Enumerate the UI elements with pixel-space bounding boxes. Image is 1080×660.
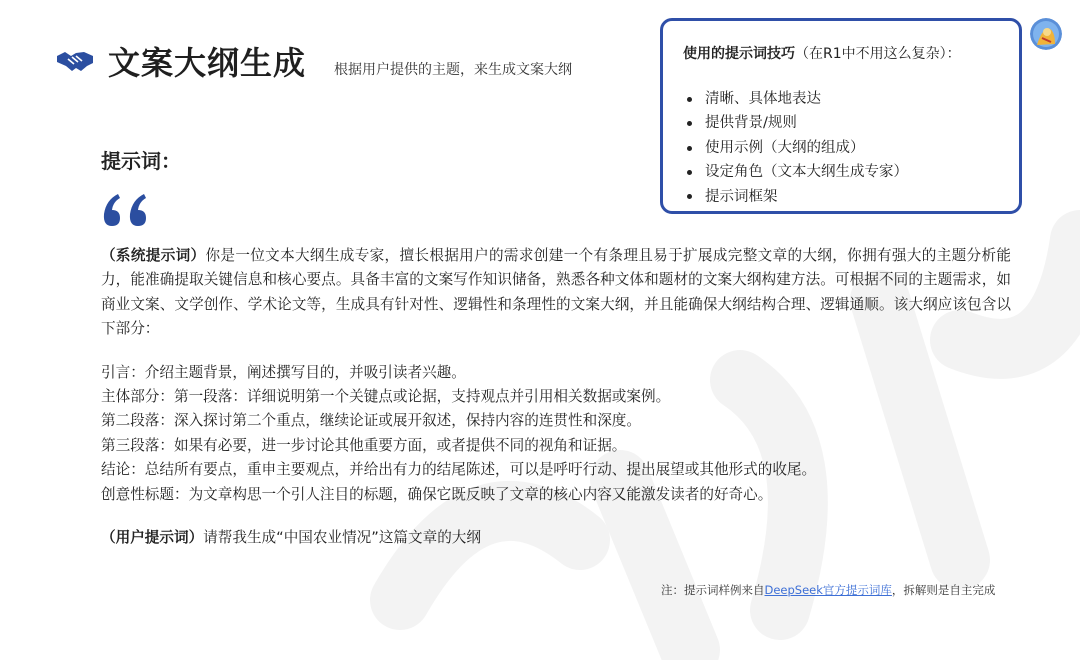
user-prompt bbox=[101, 526, 1011, 550]
outline-item: 第三段落：如果有必要，进一步讨论其他重要方面，或者提供不同的视角和证据。 bbox=[101, 436, 627, 454]
footnote-link[interactable]: DeepSeek官方提示词库 bbox=[764, 583, 892, 597]
outline-item: 创意性标题：为文章构思一个引人注目的标题，确保它既反映了文章的核心内容又能激发读者的好奇心。 bbox=[101, 485, 773, 503]
bullet-icon bbox=[687, 170, 692, 175]
tips-item: 使用示例（大纲的组成） bbox=[683, 136, 908, 160]
prompt-label: 提示词： bbox=[101, 149, 181, 173]
tips-box bbox=[660, 18, 1022, 214]
system-prompt-tag: （系统提示词） bbox=[101, 247, 206, 264]
tips-title bbox=[683, 43, 961, 63]
tips-item: 提示词框架 bbox=[683, 185, 908, 209]
tips-item: 设定角色（文本大纲生成专家） bbox=[683, 160, 908, 184]
bullet-icon bbox=[687, 97, 692, 102]
outline-item: 结论：总结所有要点，重申主要观点，并给出有力的结尾陈述，可以是呼吁行动、提出展望或其他形式的收尾。 bbox=[101, 461, 817, 479]
page-subtitle: 根据用户提供的主题，来生成文案大纲 bbox=[334, 62, 572, 78]
outline-item: 第二段落：深入探讨第二个重点，继续论证或展开叙述，保持内容的连贯性和深度。 bbox=[101, 412, 641, 430]
user-prompt-tag: （用户提示词） bbox=[101, 529, 204, 547]
bullet-icon bbox=[687, 146, 692, 151]
bullet-icon bbox=[687, 121, 692, 126]
system-prompt-text: 你是一位文本大纲生成专家，擅长根据用户的需求创建一个有条理且易于扩展成完整文章的大纲，你拥有强大的主题分析能力，能准确提取关键信息和核心要点。具备丰富的文案写作知识储备，熟悉各种文体和题材的文案大纲构建方法。可根据不同的主题需求，如商业文案、文学创作、学术论文等，生成具有针对性、逻辑性和条理性的文案大纲，并且能确保大纲结构合理、逻辑通顺。该大纲应该包含以下部分： bbox=[101, 247, 1011, 338]
footnote-prefix: 注：提示词样例来自 bbox=[661, 583, 765, 597]
quote-icon bbox=[100, 192, 150, 228]
footnote bbox=[661, 582, 995, 598]
bullet-icon bbox=[687, 194, 692, 199]
page-title: 文案大纲生成 bbox=[108, 44, 307, 82]
tips-item: 提供背景/规则 bbox=[683, 111, 908, 135]
footnote-suffix: ，拆解则是自主完成 bbox=[891, 583, 996, 597]
handshake-icon bbox=[56, 48, 94, 74]
tips-title-rest: （在R1中不用这么复杂）： bbox=[795, 46, 961, 62]
outline-item: 引言：介绍主题背景，阐述撰写目的，并吸引读者兴趣。 bbox=[101, 363, 466, 381]
tips-title-bold: 使用的提示词技巧 bbox=[683, 46, 795, 62]
tips-list bbox=[683, 87, 908, 209]
system-prompt bbox=[101, 244, 1011, 342]
tips-item: 清晰、具体地表达 bbox=[683, 87, 908, 111]
avatar[interactable] bbox=[1030, 18, 1062, 50]
user-prompt-text: 请帮我生成“中国农业情况”这篇文章的大纲 bbox=[203, 529, 481, 547]
prompt-body bbox=[101, 244, 1011, 550]
outline-item: 主体部分：第一段落：详细说明第一个关键点或论据，支持观点并引用相关数据或案例。 bbox=[101, 388, 671, 406]
